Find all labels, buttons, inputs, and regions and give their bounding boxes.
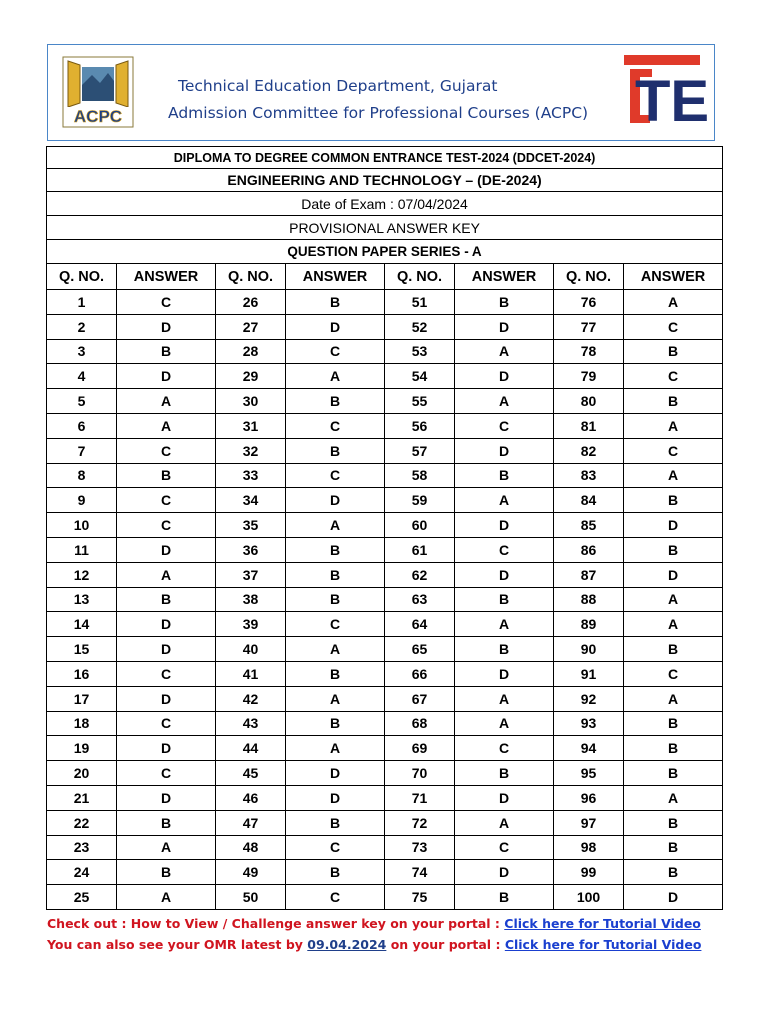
question-number-cell: 8 <box>47 463 117 488</box>
answer-cell: D <box>455 438 554 463</box>
answer-cell: B <box>624 711 723 736</box>
table-row <box>47 612 723 637</box>
challenge-notice <box>47 916 701 931</box>
column-header: Q. NO. <box>554 264 624 290</box>
question-number-cell: 56 <box>385 413 455 438</box>
answer-key-table <box>46 146 723 910</box>
question-number-cell: 49 <box>216 860 286 885</box>
answer-cell: D <box>286 488 385 513</box>
answer-cell: C <box>455 835 554 860</box>
column-header: Q. NO. <box>385 264 455 290</box>
question-number-cell: 21 <box>47 785 117 810</box>
answer-cell: A <box>117 413 216 438</box>
question-number-cell: 7 <box>47 438 117 463</box>
question-number-cell: 46 <box>216 785 286 810</box>
column-header: Q. NO. <box>216 264 286 290</box>
answer-cell: D <box>117 364 216 389</box>
question-number-cell: 72 <box>385 810 455 835</box>
question-number-cell: 35 <box>216 513 286 538</box>
answer-cell: A <box>117 835 216 860</box>
answer-cell: A <box>624 290 723 315</box>
answer-cell: B <box>624 339 723 364</box>
answer-cell: B <box>624 488 723 513</box>
answer-cell: A <box>117 885 216 910</box>
question-number-cell: 76 <box>554 290 624 315</box>
question-number-cell: 37 <box>216 562 286 587</box>
question-number-cell: 95 <box>554 761 624 786</box>
answer-cell: C <box>455 413 554 438</box>
omr-notice-text-2: on your portal : <box>386 937 505 952</box>
answer-cell: B <box>624 810 723 835</box>
answer-cell: C <box>624 314 723 339</box>
answer-cell: B <box>286 537 385 562</box>
table-row <box>47 736 723 761</box>
answer-cell: D <box>117 686 216 711</box>
answer-cell: A <box>624 587 723 612</box>
omr-notice-text: You can also see your OMR latest by <box>47 937 308 952</box>
question-number-cell: 67 <box>385 686 455 711</box>
question-number-cell: 44 <box>216 736 286 761</box>
answer-cell: B <box>624 736 723 761</box>
column-header: ANSWER <box>624 264 723 290</box>
answer-cell: A <box>624 686 723 711</box>
answer-cell: C <box>117 438 216 463</box>
answer-cell: A <box>117 562 216 587</box>
answer-cell: B <box>455 587 554 612</box>
question-number-cell: 99 <box>554 860 624 885</box>
answer-cell: B <box>286 661 385 686</box>
answer-cell: B <box>624 389 723 414</box>
answer-cell: B <box>286 711 385 736</box>
question-number-cell: 81 <box>554 413 624 438</box>
question-number-cell: 91 <box>554 661 624 686</box>
question-number-cell: 20 <box>47 761 117 786</box>
question-number-cell: 61 <box>385 537 455 562</box>
table-row <box>47 637 723 662</box>
question-number-cell: 30 <box>216 389 286 414</box>
question-number-cell: 90 <box>554 637 624 662</box>
omr-date: 09.04.2024 <box>307 937 387 952</box>
table-row <box>47 537 723 562</box>
table-row <box>47 463 723 488</box>
answer-cell: A <box>455 686 554 711</box>
question-number-cell: 36 <box>216 537 286 562</box>
answer-cell: C <box>286 885 385 910</box>
challenge-notice-text: Check out : How to View / Challenge answer key on your portal : <box>47 916 505 931</box>
answer-cell: C <box>117 488 216 513</box>
answer-cell: C <box>455 736 554 761</box>
answer-cell: A <box>455 612 554 637</box>
answer-cell: B <box>286 860 385 885</box>
answer-cell: B <box>455 761 554 786</box>
question-number-cell: 52 <box>385 314 455 339</box>
question-number-cell: 51 <box>385 290 455 315</box>
committee-name: Admission Committee for Professional Courses (ACPC) <box>168 104 589 122</box>
question-number-cell: 4 <box>47 364 117 389</box>
answer-cell: C <box>286 835 385 860</box>
table-row <box>47 413 723 438</box>
question-number-cell: 53 <box>385 339 455 364</box>
answer-cell: D <box>455 513 554 538</box>
question-number-cell: 62 <box>385 562 455 587</box>
question-number-cell: 3 <box>47 339 117 364</box>
answer-cell: B <box>286 562 385 587</box>
question-number-cell: 12 <box>47 562 117 587</box>
question-number-cell: 83 <box>554 463 624 488</box>
question-number-cell: 9 <box>47 488 117 513</box>
answer-cell: C <box>286 339 385 364</box>
question-number-cell: 10 <box>47 513 117 538</box>
question-number-cell: 59 <box>385 488 455 513</box>
answer-cell: C <box>286 463 385 488</box>
table-row <box>47 438 723 463</box>
department-name: Technical Education Department, Gujarat <box>178 77 498 95</box>
column-header: Q. NO. <box>47 264 117 290</box>
te-logo-icon <box>624 55 710 134</box>
table-row <box>47 711 723 736</box>
answer-cell: A <box>624 413 723 438</box>
answer-cell: C <box>624 438 723 463</box>
question-number-cell: 85 <box>554 513 624 538</box>
table-row <box>47 810 723 835</box>
answer-cell: C <box>117 661 216 686</box>
answer-cell: D <box>286 785 385 810</box>
question-number-cell: 75 <box>385 885 455 910</box>
question-number-cell: 78 <box>554 339 624 364</box>
answer-cell: A <box>286 637 385 662</box>
answer-cell: B <box>117 860 216 885</box>
question-number-cell: 66 <box>385 661 455 686</box>
answer-cell: B <box>624 761 723 786</box>
question-number-cell: 84 <box>554 488 624 513</box>
question-number-cell: 71 <box>385 785 455 810</box>
question-number-cell: 28 <box>216 339 286 364</box>
question-number-cell: 16 <box>47 661 117 686</box>
question-number-cell: 68 <box>385 711 455 736</box>
question-number-cell: 92 <box>554 686 624 711</box>
question-number-cell: 13 <box>47 587 117 612</box>
question-number-cell: 5 <box>47 389 117 414</box>
question-number-cell: 33 <box>216 463 286 488</box>
answer-cell: A <box>117 389 216 414</box>
answer-cell: D <box>117 612 216 637</box>
question-number-cell: 47 <box>216 810 286 835</box>
answer-cell: B <box>624 860 723 885</box>
answer-cell: B <box>455 637 554 662</box>
acpc-logo-icon <box>60 55 136 129</box>
question-number-cell: 17 <box>47 686 117 711</box>
answer-cell: C <box>624 364 723 389</box>
answer-cell: B <box>286 810 385 835</box>
question-number-cell: 54 <box>385 364 455 389</box>
question-number-cell: 93 <box>554 711 624 736</box>
answer-cell: D <box>117 637 216 662</box>
header-banner <box>47 44 715 141</box>
table-row <box>47 686 723 711</box>
question-number-cell: 65 <box>385 637 455 662</box>
question-number-cell: 86 <box>554 537 624 562</box>
question-number-cell: 63 <box>385 587 455 612</box>
answer-cell: B <box>286 290 385 315</box>
answer-cell: C <box>117 513 216 538</box>
question-number-cell: 77 <box>554 314 624 339</box>
answer-cell: D <box>286 314 385 339</box>
answer-cell: C <box>624 661 723 686</box>
answer-cell: B <box>286 389 385 414</box>
question-number-cell: 39 <box>216 612 286 637</box>
table-row <box>47 785 723 810</box>
answer-cell: C <box>117 711 216 736</box>
question-number-cell: 11 <box>47 537 117 562</box>
answer-cell: C <box>455 537 554 562</box>
answer-cell: B <box>624 835 723 860</box>
question-number-cell: 24 <box>47 860 117 885</box>
answer-cell: B <box>117 810 216 835</box>
question-number-cell: 34 <box>216 488 286 513</box>
omr-notice <box>47 937 701 952</box>
answer-cell: B <box>286 438 385 463</box>
answer-cell: B <box>624 537 723 562</box>
question-number-cell: 74 <box>385 860 455 885</box>
question-number-cell: 32 <box>216 438 286 463</box>
header-text <box>168 73 618 127</box>
question-number-cell: 6 <box>47 413 117 438</box>
answer-cell: B <box>455 885 554 910</box>
question-number-cell: 48 <box>216 835 286 860</box>
table-row <box>47 290 723 315</box>
answer-cell: B <box>286 587 385 612</box>
answer-cell: D <box>624 513 723 538</box>
question-number-cell: 18 <box>47 711 117 736</box>
answer-cell: A <box>455 810 554 835</box>
column-header-row <box>47 264 723 290</box>
question-number-cell: 69 <box>385 736 455 761</box>
answer-cell: D <box>455 785 554 810</box>
answer-cell: A <box>286 513 385 538</box>
question-number-cell: 40 <box>216 637 286 662</box>
question-number-cell: 97 <box>554 810 624 835</box>
table-row <box>47 488 723 513</box>
answer-cell: D <box>117 537 216 562</box>
question-number-cell: 60 <box>385 513 455 538</box>
question-number-cell: 22 <box>47 810 117 835</box>
question-number-cell: 100 <box>554 885 624 910</box>
table-row <box>47 562 723 587</box>
table-row <box>47 314 723 339</box>
answer-cell: A <box>624 463 723 488</box>
answer-cell: A <box>286 686 385 711</box>
answer-cell: B <box>455 463 554 488</box>
question-number-cell: 89 <box>554 612 624 637</box>
answer-cell: C <box>117 290 216 315</box>
question-number-cell: 29 <box>216 364 286 389</box>
table-row <box>47 587 723 612</box>
question-number-cell: 96 <box>554 785 624 810</box>
answer-cell: D <box>455 661 554 686</box>
answer-cell: C <box>117 761 216 786</box>
answer-cell: D <box>117 736 216 761</box>
question-number-cell: 1 <box>47 290 117 315</box>
answer-cell: D <box>455 314 554 339</box>
paper-series: QUESTION PAPER SERIES - A <box>47 240 723 264</box>
question-number-cell: 42 <box>216 686 286 711</box>
table-row <box>47 860 723 885</box>
column-header: ANSWER <box>117 264 216 290</box>
question-number-cell: 26 <box>216 290 286 315</box>
answer-cell: D <box>117 785 216 810</box>
answer-cell: D <box>286 761 385 786</box>
table-row <box>47 364 723 389</box>
question-number-cell: 45 <box>216 761 286 786</box>
question-number-cell: 43 <box>216 711 286 736</box>
answer-cell: B <box>455 290 554 315</box>
branch-title: ENGINEERING AND TECHNOLOGY – (DE-2024) <box>47 169 723 192</box>
answer-cell: A <box>624 785 723 810</box>
question-number-cell: 55 <box>385 389 455 414</box>
svg-text:TE: TE <box>634 69 710 134</box>
question-number-cell: 88 <box>554 587 624 612</box>
answer-cell: C <box>286 612 385 637</box>
question-number-cell: 31 <box>216 413 286 438</box>
exam-title: DIPLOMA TO DEGREE COMMON ENTRANCE TEST-2024 (DDCET-2024) <box>47 147 723 169</box>
answer-cell: B <box>117 463 216 488</box>
omr-tutorial-video-link[interactable]: Click here for Tutorial Video <box>504 937 702 952</box>
question-number-cell: 25 <box>47 885 117 910</box>
answer-cell: A <box>286 364 385 389</box>
question-number-cell: 57 <box>385 438 455 463</box>
question-number-cell: 14 <box>47 612 117 637</box>
question-number-cell: 27 <box>216 314 286 339</box>
table-row <box>47 339 723 364</box>
question-number-cell: 98 <box>554 835 624 860</box>
question-number-cell: 41 <box>216 661 286 686</box>
answer-cell: A <box>455 488 554 513</box>
answer-key-title: PROVISIONAL ANSWER KEY <box>47 216 723 240</box>
column-header: ANSWER <box>286 264 385 290</box>
question-number-cell: 23 <box>47 835 117 860</box>
exam-date: Date of Exam : 07/04/2024 <box>47 192 723 216</box>
question-number-cell: 38 <box>216 587 286 612</box>
table-row <box>47 389 723 414</box>
answer-cell: B <box>117 587 216 612</box>
question-number-cell: 2 <box>47 314 117 339</box>
answer-cell: D <box>455 562 554 587</box>
answer-cell: A <box>455 339 554 364</box>
answer-cell: A <box>286 736 385 761</box>
question-number-cell: 73 <box>385 835 455 860</box>
question-number-cell: 58 <box>385 463 455 488</box>
question-number-cell: 50 <box>216 885 286 910</box>
answer-cell: B <box>624 637 723 662</box>
question-number-cell: 87 <box>554 562 624 587</box>
answer-cell: A <box>455 711 554 736</box>
question-number-cell: 82 <box>554 438 624 463</box>
column-header: ANSWER <box>455 264 554 290</box>
answer-cell: D <box>624 562 723 587</box>
question-number-cell: 15 <box>47 637 117 662</box>
answer-cell: D <box>455 860 554 885</box>
table-row <box>47 661 723 686</box>
table-row <box>47 835 723 860</box>
question-number-cell: 80 <box>554 389 624 414</box>
answer-cell: A <box>624 612 723 637</box>
table-row <box>47 761 723 786</box>
answer-cell: D <box>455 364 554 389</box>
answer-cell: C <box>286 413 385 438</box>
tutorial-video-link[interactable]: Click here for Tutorial Video <box>504 916 701 931</box>
answer-cell: D <box>117 314 216 339</box>
question-number-cell: 70 <box>385 761 455 786</box>
question-number-cell: 64 <box>385 612 455 637</box>
answer-cell: B <box>117 339 216 364</box>
answer-cell: D <box>624 885 723 910</box>
answer-cell: A <box>455 389 554 414</box>
svg-text:ACPC: ACPC <box>73 107 123 126</box>
question-number-cell: 19 <box>47 736 117 761</box>
question-number-cell: 94 <box>554 736 624 761</box>
table-row <box>47 885 723 910</box>
question-number-cell: 79 <box>554 364 624 389</box>
table-row <box>47 513 723 538</box>
